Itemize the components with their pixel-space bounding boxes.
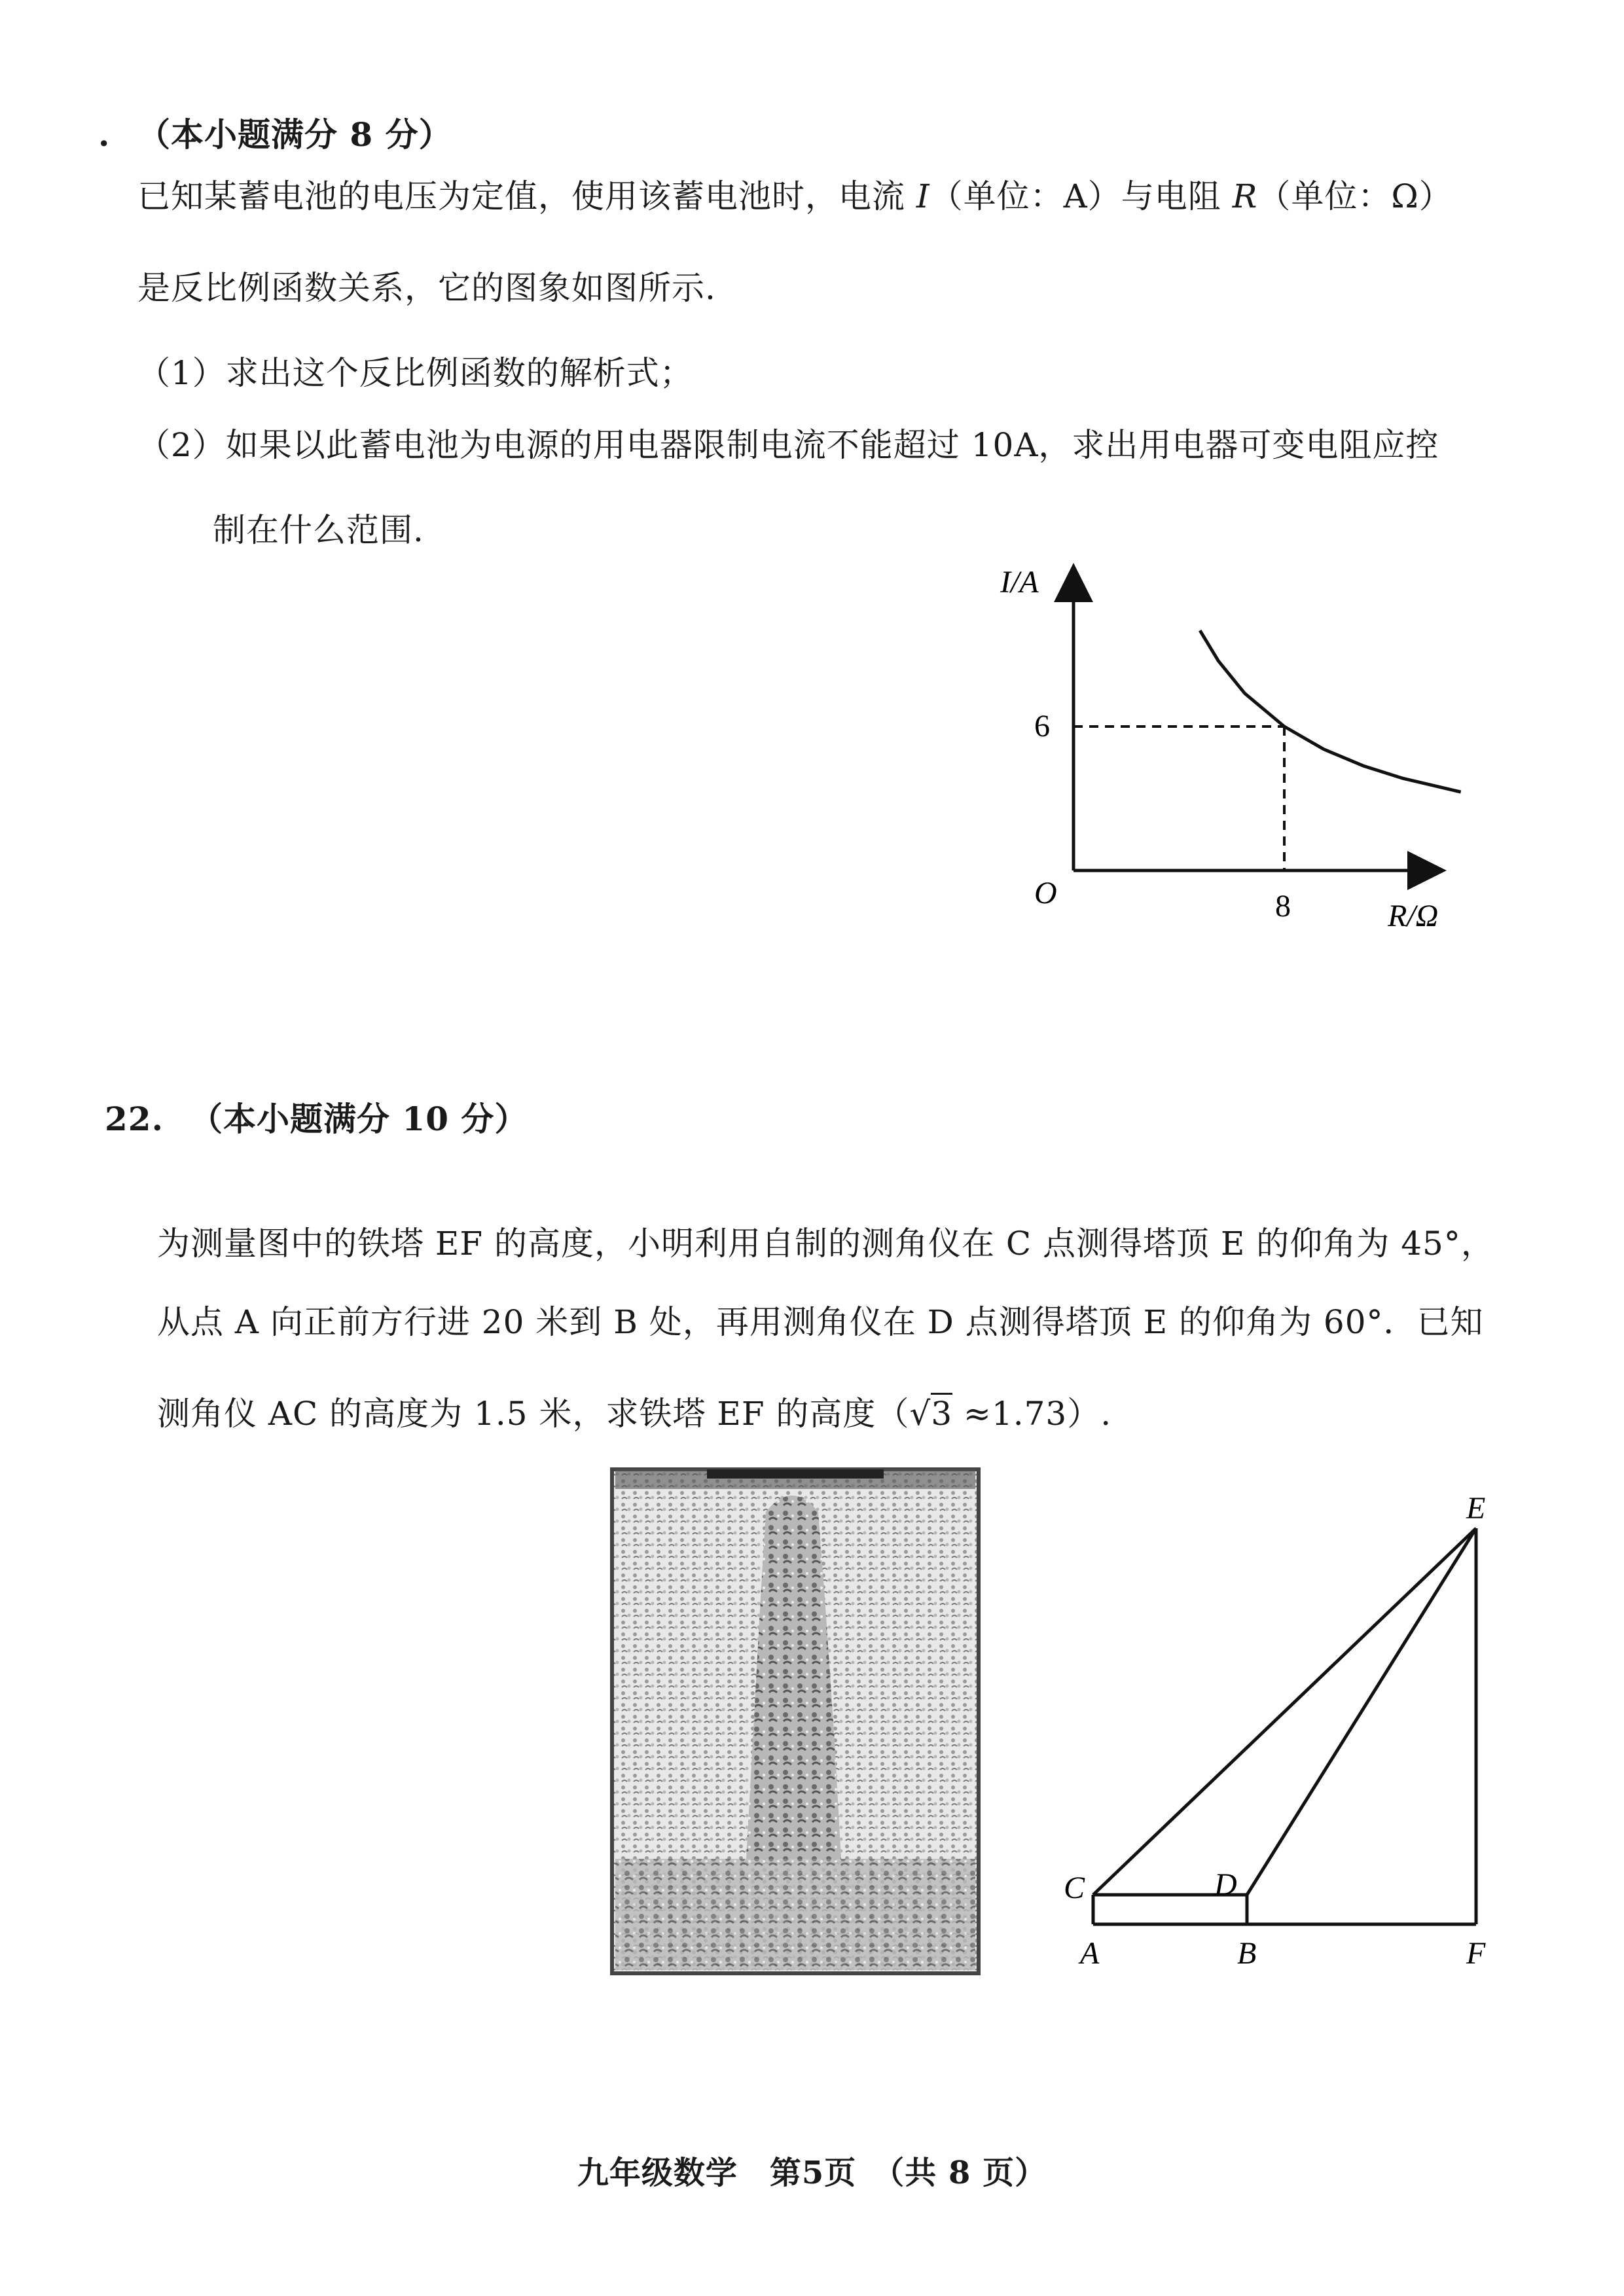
tower-photo xyxy=(609,1466,982,1977)
sqrt-radicand: 3 xyxy=(931,1393,952,1433)
segment-ce xyxy=(1093,1528,1476,1895)
q21-line1-b: （单位：A）与电阻 xyxy=(929,177,1233,215)
q22-line1: 为测量图中的铁塔 EF 的高度，小明利用自制的测角仪在 C 点测得塔顶 E 的仰角为 45°， xyxy=(157,1225,1494,1263)
q21-number-mark: . xyxy=(98,115,111,154)
q21-part1: （1）求出这个反比例函数的解析式； xyxy=(137,354,693,392)
y-tick-label: 6 xyxy=(1034,709,1050,744)
q21-line2: 是反比例函数关系，它的图象如图所示. xyxy=(137,269,716,307)
q21-line1-a: 已知某蓄电池的电压为定值，使用该蓄电池时，电流 xyxy=(137,177,916,215)
q22-line3-b: ≈1.73）. xyxy=(952,1395,1112,1433)
sqrt-symbol: √ xyxy=(909,1395,931,1433)
page-footer: 九年级数学 第5页 （共 8 页） xyxy=(577,2155,1047,2191)
label-d: D xyxy=(1214,1867,1237,1902)
geometry-diagram xyxy=(1047,1492,1499,2003)
q22-header: （本小题满分 10 分） xyxy=(190,1100,528,1138)
q21-header: （本小题满分 8 分） xyxy=(137,115,452,154)
q21-part2-line1: （2）如果以此蓄电池为电源的用电器限制电流不能超过 10A，求出用电器可变电阻应控 xyxy=(137,426,1439,464)
inverse-curve xyxy=(1200,630,1461,792)
x-axis-label: R/Ω xyxy=(1388,899,1439,933)
label-c: C xyxy=(1064,1871,1085,1905)
label-e: E xyxy=(1466,1492,1486,1526)
y-axis-label: I/A xyxy=(1000,565,1039,600)
x-tick-label: 8 xyxy=(1275,889,1291,924)
q22-number: 22. xyxy=(105,1100,164,1138)
label-b: B xyxy=(1237,1936,1257,1971)
origin-label: O xyxy=(1034,876,1057,910)
label-f: F xyxy=(1466,1936,1486,1971)
q22-line3-a: 测角仪 AC 的高度为 1.5 米，求铁塔 EF 的高度（ xyxy=(157,1395,910,1433)
q21-var-i: I xyxy=(916,177,930,215)
q22-line3 xyxy=(157,1394,1111,1433)
label-a: A xyxy=(1080,1936,1100,1971)
q22-line2: 从点 A 向正前方行进 20 米到 B 处，再用测角仪在 D 点测得塔顶 E 的仰角为 60°．已知 xyxy=(157,1303,1484,1341)
q21-line1 xyxy=(137,177,1453,216)
q21-part2-line2: 制在什么范围. xyxy=(213,511,424,549)
segment-de xyxy=(1247,1528,1476,1895)
q21-graph xyxy=(969,517,1506,962)
q21-line1-c: （单位：Ω） xyxy=(1257,177,1453,215)
q21-var-r: R xyxy=(1232,177,1258,215)
